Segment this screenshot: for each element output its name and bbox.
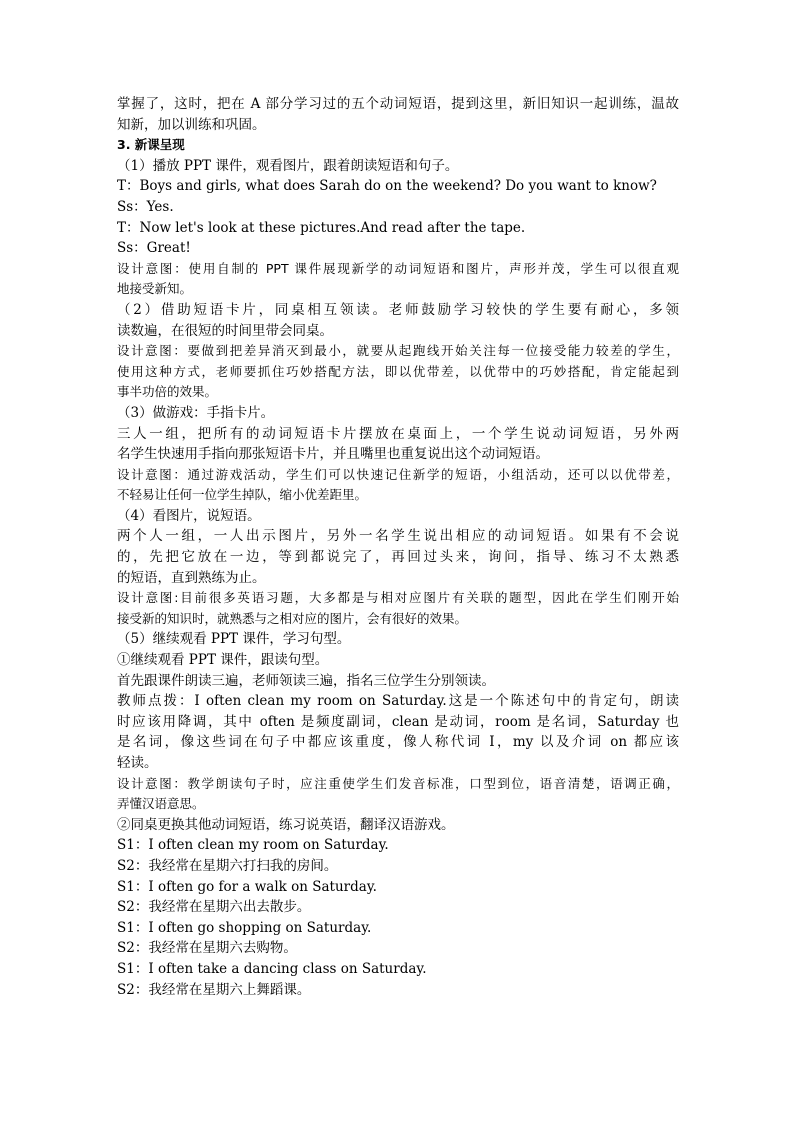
sub-step-heading: ②同桌更换其他动词短语，练习说英语，翻译汉语游戏。 (117, 816, 455, 833)
paragraph-line: 是名词，像这些词在句子中都应该重度，像人称代词 I，my 以及介词 on 都应该 (117, 734, 679, 751)
dialogue-line: S1：I often go shopping on Saturday. (117, 919, 372, 936)
design-intent-line: 设计意图：通过游戏活动，学生们可以快速记住新学的短语，小组活动，还可以以优带差， (117, 466, 679, 482)
paragraph-line: 知新，加以训练和巩固。 (117, 116, 266, 133)
paragraph-line: 掌握了，这时，把在 A 部分学习过的五个动词短语，提到这里，新旧知识一起训练，温故 (117, 96, 679, 112)
paragraph-line: 名学生快速用手指向那张短语卡片，并且嘴里也重复说出这个动词短语。 (117, 446, 549, 463)
document-page (117, 94, 679, 1000)
dialogue-line: S1：I often take a dancing class on Saturday. (117, 960, 427, 977)
paragraph-line: 读数遍，在很短的时间里带会同桌。 (117, 322, 333, 339)
dialogue-line: Ss：Great! (117, 240, 191, 257)
design-intent-line: 接受新的知识时，就熟悉与之相对应的图片，会有很好的效果。 (117, 610, 468, 626)
dialogue-line: S2：我经常在星期六上舞蹈课。 (117, 981, 311, 998)
design-intent-line: 设计意图：要做到把差异消灭到最小，就要从起跑线开始关注每一位接受能力较差的学生， (117, 343, 679, 359)
dialogue-line: S2：我经常在星期六打扫我的房间。 (117, 857, 338, 874)
design-intent-line: 使用这种方式，老师要抓住巧妙搭配方法，即以优带差，以优带中的巧妙搭配，肯定能起到 (117, 363, 679, 379)
design-intent-line: 地接受新知。 (117, 281, 193, 297)
dialogue-line: Ss：Yes. (117, 198, 174, 215)
dialogue-line: T：Now let's look at these pictures.And read after the tape. (117, 219, 526, 236)
dialogue-line: S1：I often go for a walk on Saturday. (117, 878, 377, 895)
paragraph-line: 的短语，直到熟练为止。 (117, 569, 266, 586)
dialogue-line: S1：I often clean my room on Saturday. (117, 837, 389, 854)
design-intent-line: 设计意图：教学朗读句子时，应注重使学生们发音标准，口型到位，语音清楚，语调正确， (117, 775, 679, 791)
step-heading: （5）继续观看 PPT 课件，学习句型。 (117, 631, 351, 648)
paragraph-line: 两个人一组，一人出示图片，另外一名学生说出相应的动词短语。如果有不会说 (117, 528, 679, 545)
step-heading: （1）播放 PPT 课件，观看图片，跟着朗读短语和句子。 (117, 157, 459, 174)
step-heading: （2）借助短语卡片，同桌相互领读。老师鼓励学习较快的学生要有耐心，多领 (117, 301, 679, 318)
section-heading: 3. 新课呈现 (117, 137, 185, 153)
paragraph-line: 三人一组，把所有的动词短语卡片摆放在桌面上，一个学生说动词短语，另外两 (117, 425, 679, 442)
paragraph-line: 轻读。 (117, 755, 158, 771)
paragraph-line: 首先跟课件朗读三遍，老师领读三遍，指名三位学生分别领读。 (117, 672, 495, 689)
paragraph-line: 的，先把它放在一边，等到都说完了，再回过头来，询问，指导、练习不太熟悉 (117, 549, 679, 566)
design-intent-line: 事半功倍的效果。 (117, 384, 218, 400)
design-intent-line: 弄懂汉语意思。 (117, 796, 205, 812)
dialogue-line: T：Boys and girls, what does Sarah do on the weekend? Do you want to know? (117, 178, 657, 195)
design-intent-line: 不轻易让任何一位学生掉队，缩小优差距里。 (117, 487, 368, 503)
design-intent-line: 设计意图：使用自制的 PPT 课件展现新学的动词短语和图片，声形并茂，学生可以很直观 (117, 260, 679, 276)
step-heading: （3）做游戏：手指卡片。 (117, 404, 275, 421)
design-intent-line: 设计意图:目前很多英语习题，大多都是与相对应图片有关联的题型，因此在学生们刚开始 (117, 590, 679, 606)
paragraph-line: 时应该用降调，其中 often 是频度副词，clean 是动词，room 是名词，Saturday 也 (117, 713, 679, 730)
step-heading: （4）看图片，说短语。 (117, 507, 261, 524)
dialogue-line: S2：我经常在星期六去购物。 (117, 940, 297, 957)
dialogue-line: S2：我经常在星期六出去散步。 (117, 899, 311, 916)
sub-step-heading: ①继续观看 PPT 课件，跟读句型。 (117, 652, 329, 669)
paragraph-line: 教师点拨：I often clean my room on Saturday.这是一个陈述句中的肯定句，朗读 (117, 693, 679, 710)
